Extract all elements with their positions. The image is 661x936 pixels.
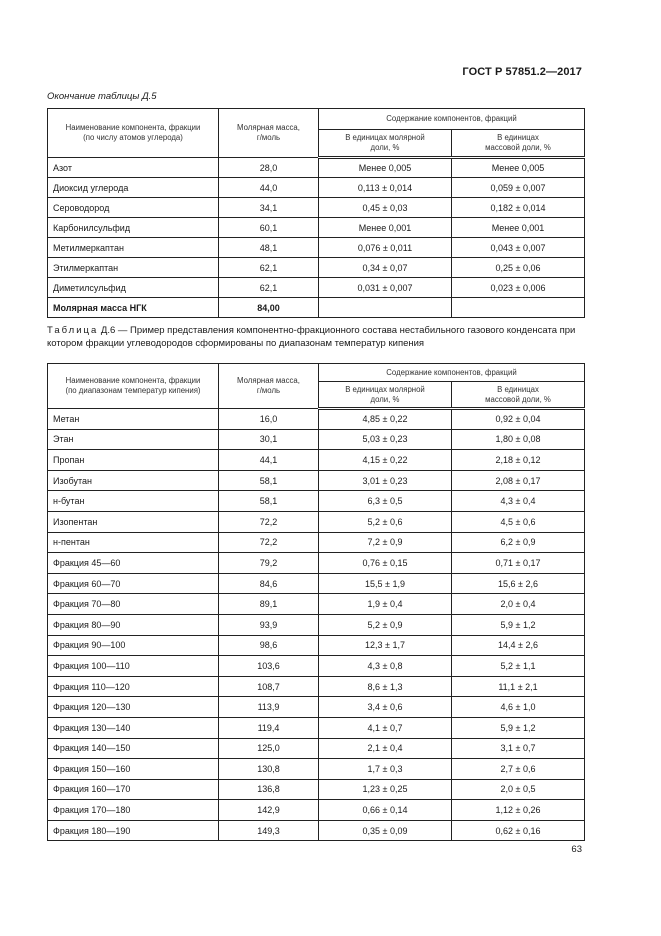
cell-molar: 0,76 ± 0,15	[319, 553, 452, 574]
table-row	[48, 278, 585, 298]
cell-name: Изобутан	[48, 470, 219, 491]
cell-molar: 8,6 ± 1,3	[319, 676, 452, 697]
cell-mass: 62,1	[219, 258, 319, 278]
table-row	[48, 553, 585, 574]
cell-name: Пропан	[48, 450, 219, 471]
cell-molar: 3,4 ± 0,6	[319, 697, 452, 718]
cell-molar: 0,34 ± 0,07	[319, 258, 452, 278]
col-header-molar	[319, 130, 452, 158]
col-header-name-text: Наименование компонента, фракции (по диапазонам температур кипения)	[65, 376, 201, 395]
col-header-name	[48, 109, 219, 158]
table-row	[48, 491, 585, 512]
cell-massfrac: 0,043 ± 0,007	[452, 238, 585, 258]
cell-massfrac: Менее 0,005	[452, 158, 585, 178]
cell-name: Диоксид углерода	[48, 178, 219, 198]
table-row	[48, 218, 585, 238]
cell-molar: 7,2 ± 0,9	[319, 532, 452, 553]
cell-molar: 0,031 ± 0,007	[319, 278, 452, 298]
table-row	[48, 594, 585, 615]
cell-molar: 3,01 ± 0,23	[319, 470, 452, 491]
cell-name: Метан	[48, 409, 219, 430]
cell-massfrac: 0,25 ± 0,06	[452, 258, 585, 278]
cell-mass: 136,8	[219, 779, 319, 800]
cell-molar: 15,5 ± 1,9	[319, 573, 452, 594]
cell-massfrac: 4,6 ± 1,0	[452, 697, 585, 718]
table-row	[48, 779, 585, 800]
cell-mass: 113,9	[219, 697, 319, 718]
cell-name: Фракция 180—190	[48, 820, 219, 841]
table-row	[48, 198, 585, 218]
col-header-mass-text: Молярная масса, г/моль	[237, 376, 300, 395]
table-row	[48, 429, 585, 450]
table-row	[48, 717, 585, 738]
cell-mass: 149,3	[219, 820, 319, 841]
table-row	[48, 238, 585, 258]
table2-body	[48, 409, 585, 841]
table1-body	[48, 158, 585, 298]
table-row	[48, 697, 585, 718]
cell-molar: 0,45 ± 0,03	[319, 198, 452, 218]
total-mass: 84,00	[219, 298, 319, 318]
cell-name: Метилмеркаптан	[48, 238, 219, 258]
table2-caption-text: Д.6 — Пример представления компонентно-фракционного состава нестабильного газового конденсата при котором фракции углеводородов сформированы по диапазонам температур кипения	[47, 325, 576, 349]
table-row	[48, 800, 585, 821]
cell-mass: 72,2	[219, 532, 319, 553]
cell-mass: 62,1	[219, 278, 319, 298]
cell-mass: 98,6	[219, 635, 319, 656]
cell-molar: Менее 0,001	[319, 218, 452, 238]
cell-mass: 48,1	[219, 238, 319, 258]
table-row	[48, 532, 585, 553]
cell-name: Этилмеркаптан	[48, 258, 219, 278]
table-row	[48, 820, 585, 841]
cell-name: Фракция 160—170	[48, 779, 219, 800]
cell-molar: 2,1 ± 0,4	[319, 738, 452, 759]
cell-massfrac: Менее 0,001	[452, 218, 585, 238]
table2-caption	[47, 325, 607, 350]
cell-molar: 0,35 ± 0,09	[319, 820, 452, 841]
cell-mass: 125,0	[219, 738, 319, 759]
cell-mass: 130,8	[219, 759, 319, 780]
table-row	[48, 614, 585, 635]
cell-massfrac: 15,6 ± 2,6	[452, 573, 585, 594]
cell-name: Азот	[48, 158, 219, 178]
cell-name: Карбонилсульфид	[48, 218, 219, 238]
cell-molar: 4,3 ± 0,8	[319, 656, 452, 677]
cell-massfrac: 0,023 ± 0,006	[452, 278, 585, 298]
cell-massfrac: 6,2 ± 0,9	[452, 532, 585, 553]
col-header-content-group: Содержание компонентов, фракций	[319, 364, 585, 382]
cell-mass: 44,1	[219, 450, 319, 471]
cell-name: Фракция 120—130	[48, 697, 219, 718]
cell-name: Изопентан	[48, 511, 219, 532]
cell-massfrac: 0,182 ± 0,014	[452, 198, 585, 218]
cell-mass: 103,6	[219, 656, 319, 677]
cell-massfrac: 5,9 ± 1,2	[452, 614, 585, 635]
cell-mass: 108,7	[219, 676, 319, 697]
cell-mass: 119,4	[219, 717, 319, 738]
cell-molar: 5,2 ± 0,6	[319, 511, 452, 532]
col-header-name-text: Наименование компонента, фракции (по числу атомов углерода)	[65, 123, 201, 142]
col-header-massfrac-text: В единицах массовой доли, %	[485, 384, 551, 404]
cell-molar: 4,1 ± 0,7	[319, 717, 452, 738]
cell-mass: 93,9	[219, 614, 319, 635]
cell-mass: 58,1	[219, 491, 319, 512]
table2-caption-label: Таблица	[47, 325, 99, 336]
cell-massfrac: 3,1 ± 0,7	[452, 738, 585, 759]
cell-mass: 28,0	[219, 158, 319, 178]
cell-massfrac: 1,12 ± 0,26	[452, 800, 585, 821]
cell-massfrac: 0,62 ± 0,16	[452, 820, 585, 841]
col-header-massfrac-text: В единицах массовой доли, %	[485, 133, 551, 152]
cell-mass: 79,2	[219, 553, 319, 574]
cell-name: н-пентан	[48, 532, 219, 553]
cell-mass: 72,2	[219, 511, 319, 532]
cell-molar: 1,7 ± 0,3	[319, 759, 452, 780]
cell-molar: 4,15 ± 0,22	[319, 450, 452, 471]
cell-mass: 34,1	[219, 198, 319, 218]
cell-molar: 6,3 ± 0,5	[319, 491, 452, 512]
cell-name: Сероводород	[48, 198, 219, 218]
cell-massfrac: 5,9 ± 1,2	[452, 717, 585, 738]
table-row	[48, 573, 585, 594]
cell-name: Фракция 130—140	[48, 717, 219, 738]
cell-name: Фракция 60—70	[48, 573, 219, 594]
cell-molar: 0,113 ± 0,014	[319, 178, 452, 198]
cell-name: Диметилсульфид	[48, 278, 219, 298]
col-header-content-group: Содержание компонентов, фракций	[319, 109, 585, 130]
total-label: Молярная масса НГК	[48, 298, 219, 318]
cell-name: Фракция 100—110	[48, 656, 219, 677]
cell-massfrac: 11,1 ± 2,1	[452, 676, 585, 697]
table-row	[48, 676, 585, 697]
col-header-massfrac	[452, 130, 585, 158]
col-header-mass-text: Молярная масса, г/моль	[237, 123, 300, 142]
cell-massfrac: 2,08 ± 0,17	[452, 470, 585, 491]
cell-molar: 12,3 ± 1,7	[319, 635, 452, 656]
cell-molar: 5,2 ± 0,9	[319, 614, 452, 635]
cell-name: Фракция 150—160	[48, 759, 219, 780]
cell-molar: 0,66 ± 0,14	[319, 800, 452, 821]
cell-mass: 60,1	[219, 218, 319, 238]
table-row	[48, 470, 585, 491]
table-row	[48, 409, 585, 430]
table-row	[48, 635, 585, 656]
page-number: 63	[571, 844, 582, 855]
table-d5-continuation	[47, 108, 585, 318]
cell-name: н-бутан	[48, 491, 219, 512]
cell-molar: 1,9 ± 0,4	[319, 594, 452, 615]
cell-massfrac: 2,18 ± 0,12	[452, 450, 585, 471]
cell-mass: 84,6	[219, 573, 319, 594]
cell-massfrac: 0,71 ± 0,17	[452, 553, 585, 574]
cell-mass: 16,0	[219, 409, 319, 430]
cell-massfrac: 5,2 ± 1,1	[452, 656, 585, 677]
cell-massfrac: 2,0 ± 0,4	[452, 594, 585, 615]
cell-massfrac: 4,3 ± 0,4	[452, 491, 585, 512]
cell-name: Фракция 170—180	[48, 800, 219, 821]
table-row	[48, 759, 585, 780]
table-d6	[47, 363, 585, 841]
cell-massfrac: 0,92 ± 0,04	[452, 409, 585, 430]
table-row	[48, 158, 585, 178]
cell-name: Фракция 90—100	[48, 635, 219, 656]
table-row	[48, 178, 585, 198]
table-row	[48, 450, 585, 471]
cell-massfrac: 4,5 ± 0,6	[452, 511, 585, 532]
cell-name: Фракция 70—80	[48, 594, 219, 615]
col-header-molar	[319, 382, 452, 409]
table-row	[48, 258, 585, 278]
cell-massfrac: 2,0 ± 0,5	[452, 779, 585, 800]
cell-molar: Менее 0,005	[319, 158, 452, 178]
table-row	[48, 738, 585, 759]
standard-code: ГОСТ Р 57851.2—2017	[462, 66, 582, 78]
cell-massfrac: 1,80 ± 0,08	[452, 429, 585, 450]
cell-molar: 4,85 ± 0,22	[319, 409, 452, 430]
col-header-massfrac	[452, 382, 585, 409]
col-header-mass	[219, 364, 319, 409]
col-header-molar-text: В единицах молярной доли, %	[345, 133, 425, 152]
total-empty-molar	[319, 298, 452, 318]
cell-mass: 44,0	[219, 178, 319, 198]
col-header-mass	[219, 109, 319, 158]
cell-mass: 89,1	[219, 594, 319, 615]
cell-name: Фракция 140—150	[48, 738, 219, 759]
col-header-molar-text: В единицах молярной доли, %	[345, 384, 425, 404]
cell-name: Фракция 45—60	[48, 553, 219, 574]
table-row	[48, 656, 585, 677]
cell-molar: 5,03 ± 0,23	[319, 429, 452, 450]
total-empty-massfrac	[452, 298, 585, 318]
cell-molar: 1,23 ± 0,25	[319, 779, 452, 800]
col-header-name	[48, 364, 219, 409]
table1-caption: Окончание таблицы Д.5	[47, 91, 157, 102]
cell-massfrac: 0,059 ± 0,007	[452, 178, 585, 198]
table-row-total	[48, 298, 585, 318]
cell-mass: 30,1	[219, 429, 319, 450]
cell-name: Этан	[48, 429, 219, 450]
cell-molar: 0,076 ± 0,011	[319, 238, 452, 258]
cell-mass: 142,9	[219, 800, 319, 821]
cell-massfrac: 2,7 ± 0,6	[452, 759, 585, 780]
cell-name: Фракция 110—120	[48, 676, 219, 697]
cell-name: Фракция 80—90	[48, 614, 219, 635]
table-row	[48, 511, 585, 532]
cell-massfrac: 14,4 ± 2,6	[452, 635, 585, 656]
cell-mass: 58,1	[219, 470, 319, 491]
